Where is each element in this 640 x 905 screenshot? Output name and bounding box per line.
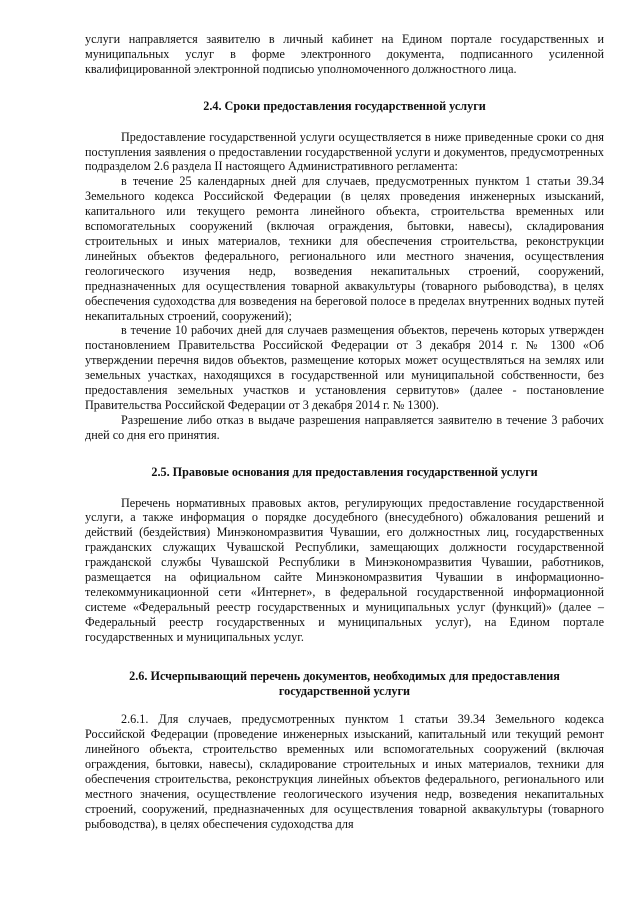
section-2-5-paragraph: Перечень нормативных правовых актов, регулирующих предоставление государственной услуги, а также информация о порядке досудебного (внесудебного) обжалования решений и действий (бездействия) Минэкономразвития Чувашии, его должностных лиц, государственных гражданских служащих Чувашской Республики, замещающих должности государственной гражданской службы Чувашской Республики в Минэкономразвития Чувашии, работников, размещается на официальном сайте Минэкономразвития Чувашии в информационно-телекоммуникационной сети «Интернет», в федеральной государственной информационной системе «Федеральный реестр государственных и муниципальных услуг (функций)» (далее – Федеральный реестр государственных и муниципальных услуг), на Едином портале государственных и муниципальных услуг. — [85, 495, 604, 644]
section-2-4-paragraph: Предоставление государственной услуги осуществляется в ниже приведенные сроки со дня поступления заявления о предоставлении государственной услуги и документов, предусмотренных подразделом 2.6 раздела II настоящего Административного регламента: — [85, 129, 604, 174]
section-2-4-paragraph: в течение 25 календарных дней для случаев, предусмотренных пунктом 1 статьи 39.34 Земельного кодекса Российской Федерации (в целях проведения инженерных изысканий, капитального или текущего ремонта линейного объекта, строительства временных или вспомогательных сооружений (включая ограждения, бытовки, навесы), складирования строительных и иных материалов, техники для обеспечения строительства, реконструкции линейных объектов федерального, регионального или местного значения, осуществления геологического изучения недр, возведения некапитальных строений, сооружений, предназначенных для осуществления товарной аквакультуры (товарного рыбоводства), в целях обеспечения судоходства для возведения на береговой полосе в пределах внутренних водных путей некапитальных строений, сооружений); — [85, 174, 604, 323]
section-2-4-paragraph: в течение 10 рабочих дней для случаев размещения объектов, перечень которых утвержден постановлением Правительства Российской Федерации от 3 декабря 2014 г. № 1300 «Об утверждении перечня видов объектов, размещение которых может осуществляться на землях или земельных участках, находящихся в государственной или муниципальной собственности, без предоставления земельных участков и установления сервитутов» (далее - постановление Правительства Российской Федерации от 3 декабря 2014 г. № 1300). — [85, 323, 604, 412]
intro-paragraph: услуги направляется заявителю в личный кабинет на Едином портале государственных и муниципальных услуг в форме электронного документа, подписанного усиленной квалифицированной электронной подписью уполномоченного должностного лица. — [85, 32, 604, 76]
section-heading-2-5: 2.5. Правовые основания для предоставления государственной услуги — [151, 464, 538, 479]
section-heading-2-6: 2.6. Исчерпывающий перечень документов, необходимых для предоставления государственной услуги — [129, 668, 560, 698]
document-body — [85, 32, 604, 832]
section-2-4-paragraph: Разрешение либо отказ в выдаче разрешения направляется заявителю в течение 3 рабочих дней со дня его принятия. — [85, 412, 604, 442]
section-2-6-paragraph: 2.6.1. Для случаев, предусмотренных пунктом 1 статьи 39.34 Земельного кодекса Российской Федерации (проведение инженерных изысканий, капитальный или текущий ремонт линейного объекта, строительство временных или вспомогательных сооружений (включая ограждения, бытовки, навесы), складирование строительных и иных материалов, техники для обеспечения строительства, реконструкция линейных объектов федерального, регионального или местного значения, осуществление геологического изучения недр, возведения некапитальных строений, сооружений, предназначенных для осуществления товарной аквакультуры (товарного рыбоводства), в целях обеспечения судоходства для — [85, 712, 604, 831]
section-heading-2-4: 2.4. Сроки предоставления государственной услуги — [203, 98, 486, 113]
